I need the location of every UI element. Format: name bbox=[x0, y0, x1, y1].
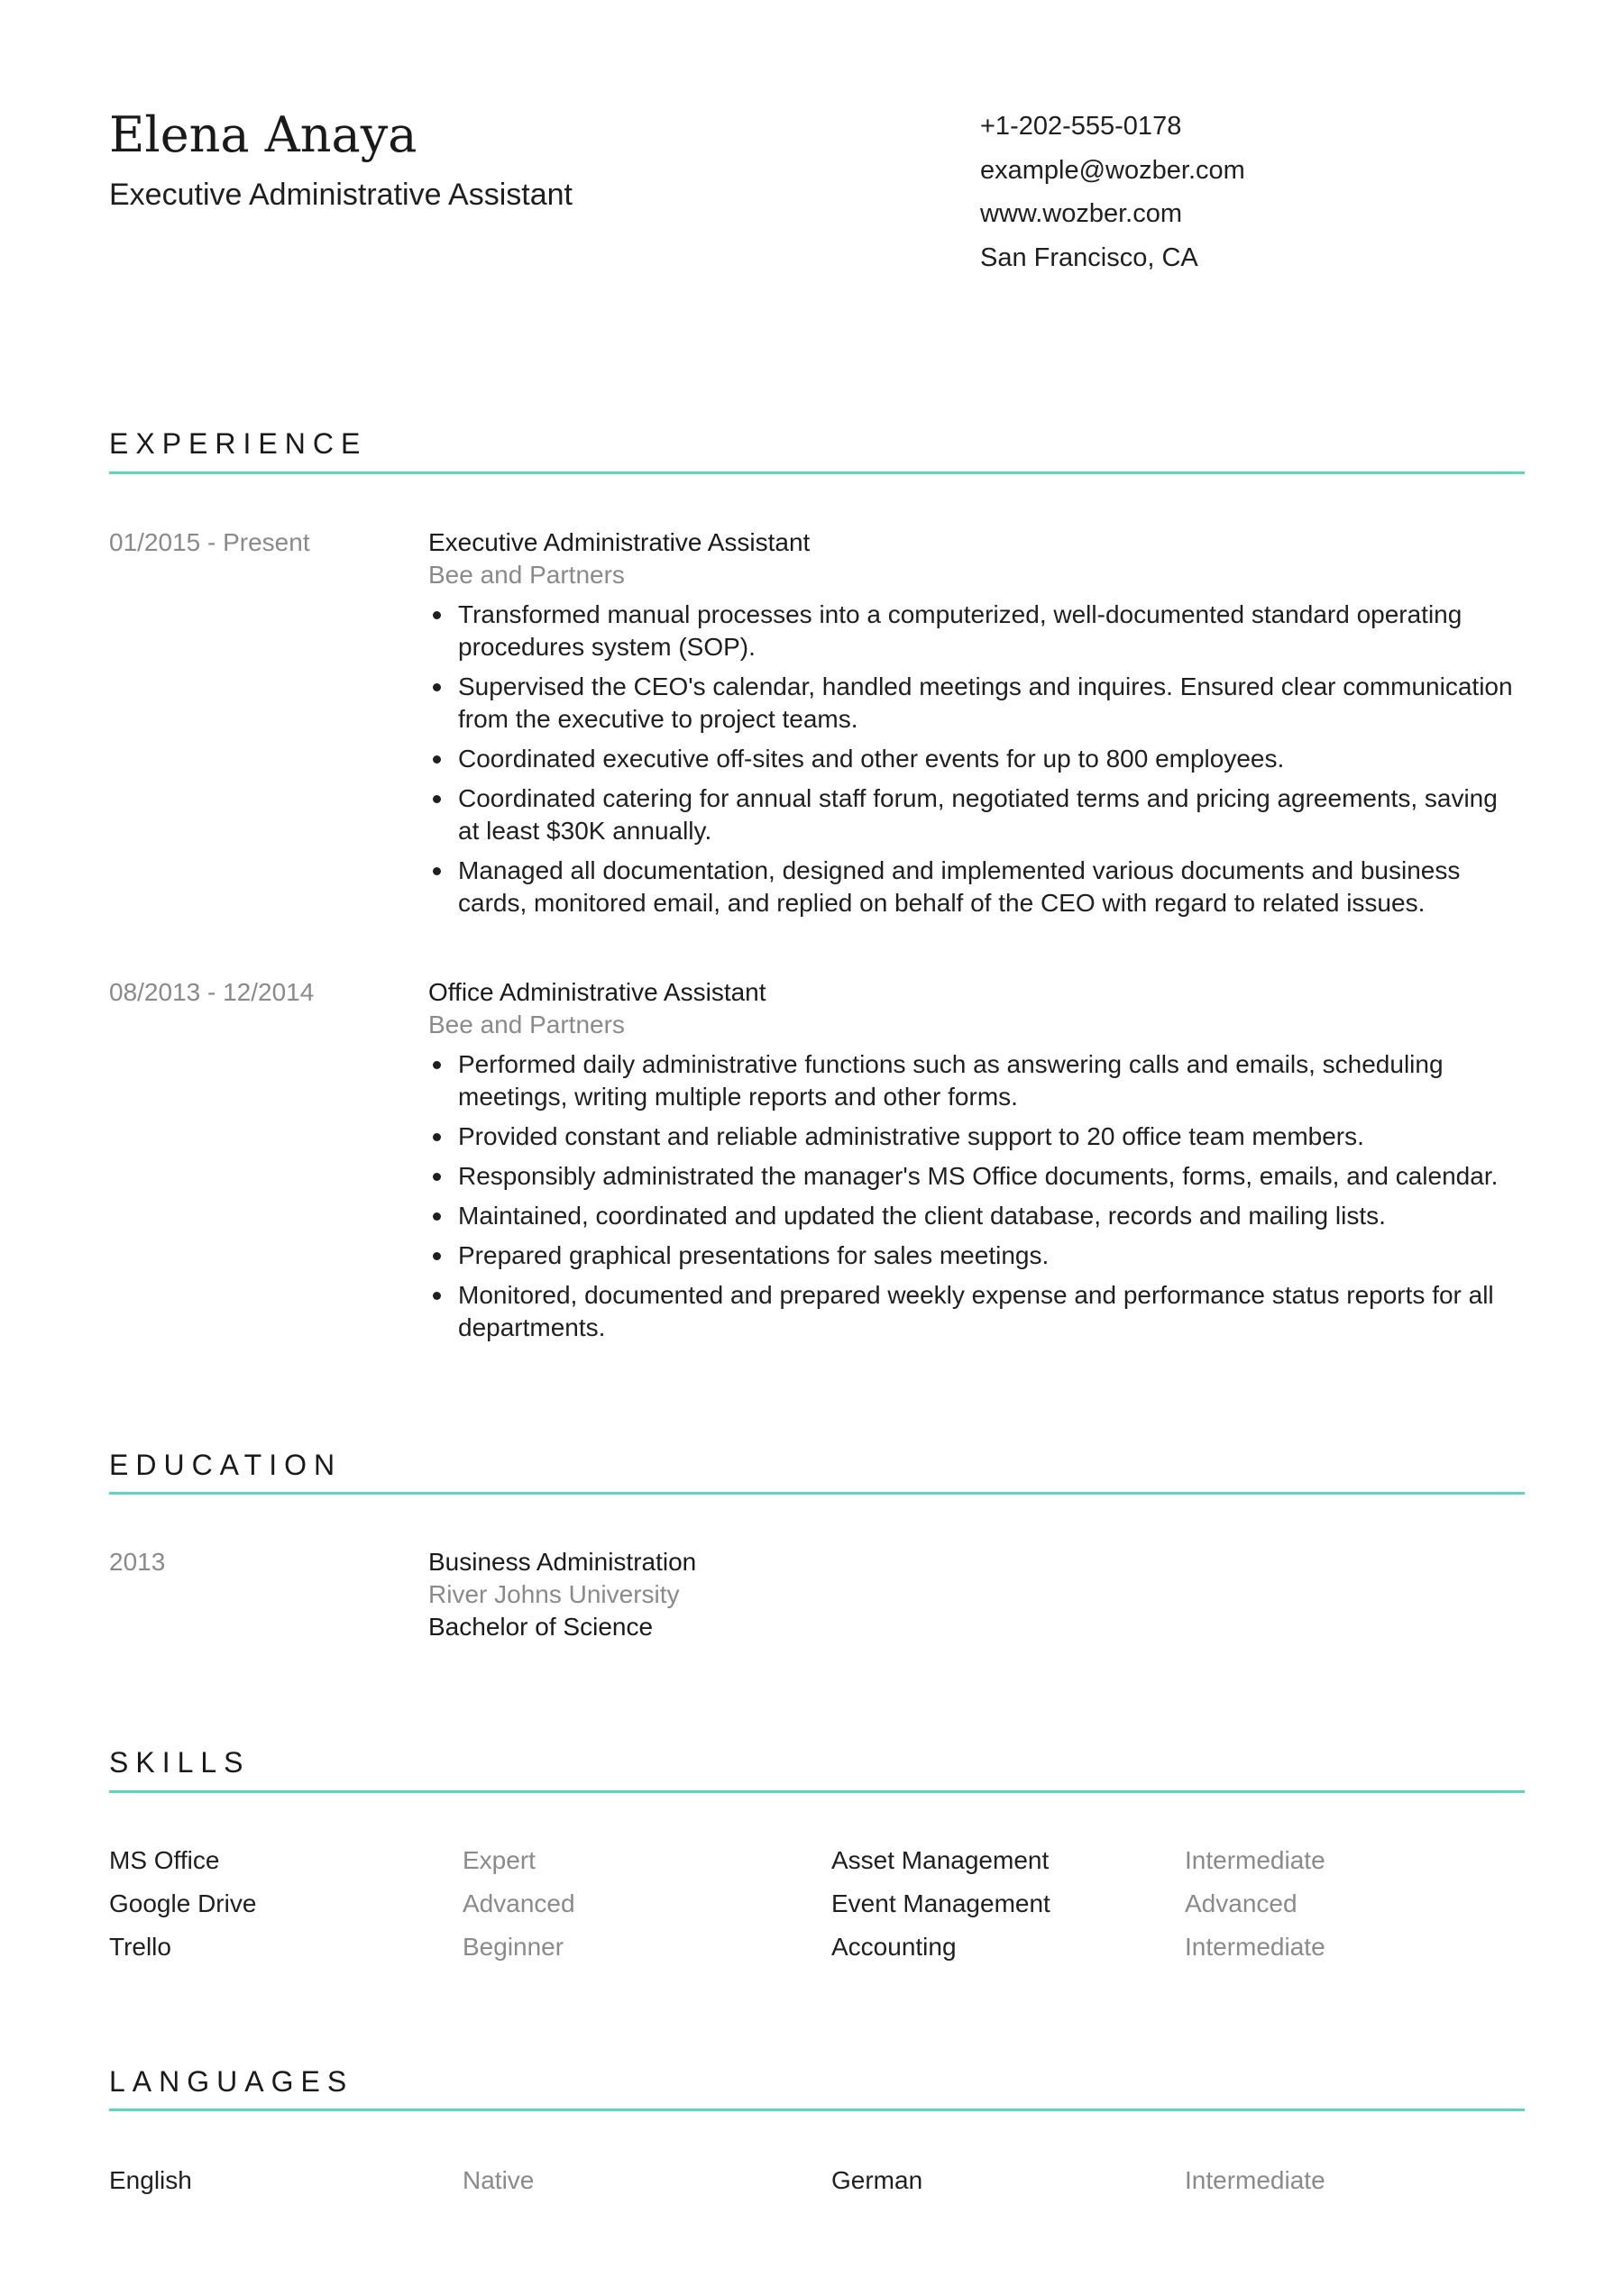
contact-location: San Francisco, CA bbox=[980, 242, 1198, 272]
language-level: Native bbox=[463, 2166, 535, 2194]
experience-company: Bee and Partners bbox=[428, 1011, 625, 1038]
experience-divider bbox=[109, 471, 1525, 474]
education-date: 2013 bbox=[109, 1548, 166, 1576]
education-divider bbox=[109, 1492, 1525, 1495]
experience-heading: EXPERIENCE bbox=[109, 427, 368, 460]
experience-bullet: Monitored, documented and prepared weekly expense and performance status reports for all departments. bbox=[428, 1279, 1525, 1344]
experience-bullet: Performed daily administrative functions such as answering calls and emails, scheduling meetings, writing multiple reports and other forms. bbox=[428, 1048, 1525, 1113]
experience-bullet: Managed all documentation, designed and implemented various documents and business cards, monitored email, and replied on behalf of the CEO with regard to related issues. bbox=[428, 855, 1525, 919]
education-school: River Johns University bbox=[428, 1580, 680, 1608]
experience-entry bbox=[428, 976, 1525, 1351]
contact-email[interactable]: example@wozber.com bbox=[980, 155, 1245, 185]
experience-bullet: Transformed manual processes into a computerized, well-documented standard operating procedures system (SOP). bbox=[428, 599, 1525, 663]
candidate-name: Elena Anaya bbox=[109, 106, 417, 163]
education-degree: Bachelor of Science bbox=[428, 1613, 654, 1641]
experience-bullet: Supervised the CEO's calendar, handled meetings and inquires. Ensured clear communication from the executive to project teams. bbox=[428, 671, 1525, 736]
skills-heading: SKILLS bbox=[109, 1746, 251, 1779]
experience-bullets bbox=[428, 599, 1525, 919]
skill-name: Asset Management bbox=[831, 1846, 1050, 1874]
language-name: English bbox=[109, 2166, 192, 2194]
skill-row bbox=[109, 1882, 1525, 1926]
skills-divider bbox=[109, 1790, 1525, 1793]
language-level: Intermediate bbox=[1185, 2166, 1325, 2194]
skill-name: MS Office bbox=[109, 1846, 220, 1874]
skill-row bbox=[109, 1839, 1525, 1882]
skill-name: Trello bbox=[109, 1933, 171, 1961]
experience-date: 08/2013 - 12/2014 bbox=[109, 978, 315, 1006]
skill-level: Beginner bbox=[463, 1933, 564, 1961]
skill-name: Accounting bbox=[831, 1933, 957, 1961]
education-entry bbox=[428, 1546, 1525, 1643]
languages-divider bbox=[109, 2108, 1525, 2111]
skill-level: Advanced bbox=[463, 1889, 575, 1917]
experience-bullet: Provided constant and reliable administrative support to 20 office team members. bbox=[428, 1121, 1525, 1153]
experience-title: Executive Administrative Assistant bbox=[428, 528, 811, 556]
experience-bullet: Coordinated catering for annual staff forum, negotiated terms and pricing agreements, saving at least $30K annually. bbox=[428, 782, 1525, 847]
contact-info bbox=[980, 105, 1245, 279]
language-row bbox=[109, 2159, 1525, 2202]
languages-heading: LANGUAGES bbox=[109, 2065, 354, 2098]
education-heading: EDUCATION bbox=[109, 1449, 343, 1481]
skill-level: Intermediate bbox=[1185, 1846, 1325, 1874]
experience-bullet: Maintained, coordinated and updated the client database, records and mailing lists. bbox=[428, 1200, 1525, 1232]
language-name: German bbox=[831, 2166, 923, 2194]
candidate-title: Executive Administrative Assistant bbox=[109, 178, 573, 212]
experience-bullet: Coordinated executive off-sites and other events for up to 800 employees. bbox=[428, 743, 1525, 775]
experience-company: Bee and Partners bbox=[428, 561, 625, 589]
experience-date: 01/2015 - Present bbox=[109, 528, 310, 556]
experience-entry bbox=[428, 526, 1525, 927]
experience-title: Office Administrative Assistant bbox=[428, 978, 766, 1006]
education-field: Business Administration bbox=[428, 1548, 697, 1576]
skill-level: Intermediate bbox=[1185, 1933, 1325, 1961]
experience-bullet: Responsibly administrated the manager's MS Office documents, forms, emails, and calendar. bbox=[428, 1160, 1525, 1193]
skill-name: Google Drive bbox=[109, 1889, 257, 1917]
experience-bullets bbox=[428, 1048, 1525, 1344]
skill-level: Advanced bbox=[1185, 1889, 1297, 1917]
skill-name: Event Management bbox=[831, 1889, 1050, 1917]
contact-website[interactable]: www.wozber.com bbox=[980, 199, 1183, 228]
experience-bullet: Prepared graphical presentations for sales meetings. bbox=[428, 1239, 1525, 1272]
contact-phone[interactable]: +1-202-555-0178 bbox=[980, 112, 1182, 141]
skill-row bbox=[109, 1926, 1525, 1969]
skill-level: Expert bbox=[463, 1846, 536, 1874]
